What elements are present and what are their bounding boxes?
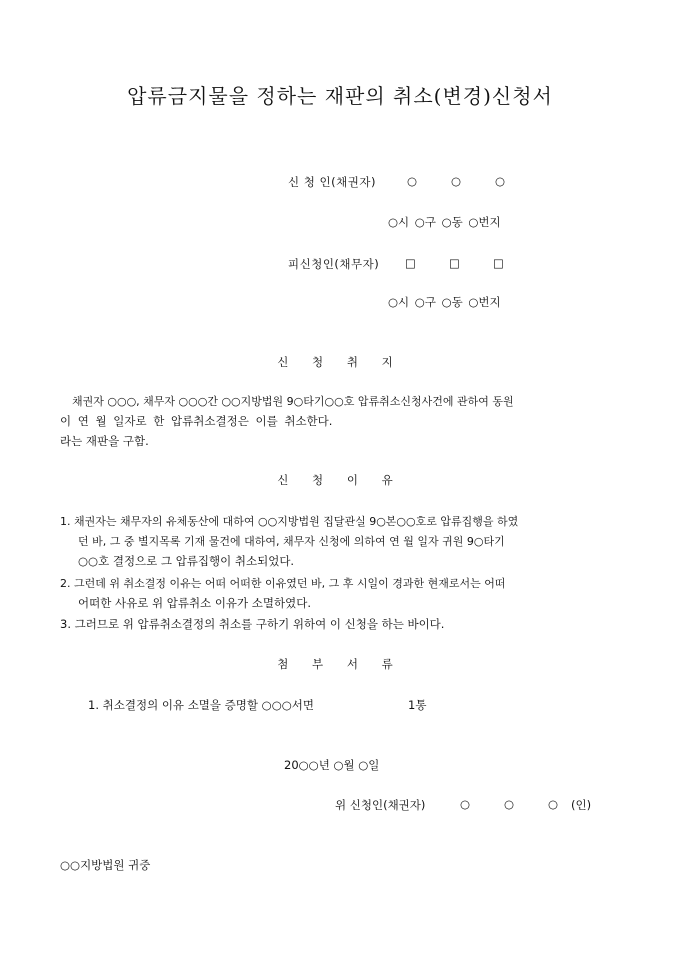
attachment-count: 1통 [408, 698, 427, 712]
reason-line: 2. 그런데 위 취소결정 이유는 어떠 어떠한 이유였던 바, 그 후 시일이 경과한 현재로서는 어떠 [60, 577, 506, 590]
purpose-heading: 신 청 취 지 [277, 355, 403, 369]
document-title: 압류금지물을 정하는 재판의 취소(변경)신청서 [127, 84, 553, 108]
applicant-name-mark: ○ [451, 174, 462, 188]
purpose-line: 채권자 ○○○, 채무자 ○○○간 ○○지방법원 9○타기○○호 압류취소신청사건에 관하여 동원 [72, 395, 514, 408]
respondent-address: ○시 ○구 ○동 ○번지 [388, 295, 501, 309]
signature-label: 위 신청인(채권자) [335, 798, 426, 812]
respondent-label: 피신청인(채무자) [288, 257, 380, 271]
reason-line: 어떠한 사유로 위 압류취소 이유가 소멸하였다. [78, 596, 312, 610]
reason-line: ○○호 결정으로 그 압류집행이 취소되었다. [78, 554, 295, 568]
respondent-name-mark: □ [449, 256, 460, 270]
signature-mark: ○ [548, 797, 559, 811]
reasons-heading: 신 청 이 유 [277, 473, 403, 487]
court-addressee: ○○지방법원 귀중 [60, 858, 151, 872]
application-date: 20○○년 ○월 ○일 [284, 758, 380, 772]
respondent-name-mark: □ [405, 256, 416, 270]
applicant-name-mark: ○ [495, 174, 506, 188]
applicant-label: 신 청 인(채권자) [288, 175, 376, 189]
signature-mark: ○ [460, 797, 471, 811]
seal-mark: (인) [571, 798, 592, 812]
purpose-line: 라는 재판을 구함. [60, 434, 149, 448]
signature-mark: ○ [504, 797, 515, 811]
reason-line: 3. 그러므로 위 압류취소결정의 취소를 구하기 위하여 이 신청을 하는 바이다. [60, 617, 445, 631]
respondent-name-mark: □ [493, 256, 504, 270]
attachment-item: 1. 취소결정의 이유 소멸을 증명할 ○○○서면 [88, 698, 314, 712]
reason-line: 던 바, 그 중 별지목록 기재 물건에 대하여, 채무자 신청에 의하여 연 월 일자 귀원 9○타기 [78, 535, 505, 548]
attachments-heading: 첨 부 서 류 [277, 657, 403, 671]
applicant-name-mark: ○ [407, 174, 418, 188]
purpose-line: 이 연 월 일자로 한 압류취소결정은 이를 취소한다. [60, 414, 333, 428]
reason-line: 1. 채권자는 채무자의 유체동산에 대하여 ○○지방법원 집달관실 9○본○○호로 압류집행을 하였 [60, 515, 519, 528]
applicant-address: ○시 ○구 ○동 ○번지 [388, 215, 501, 229]
